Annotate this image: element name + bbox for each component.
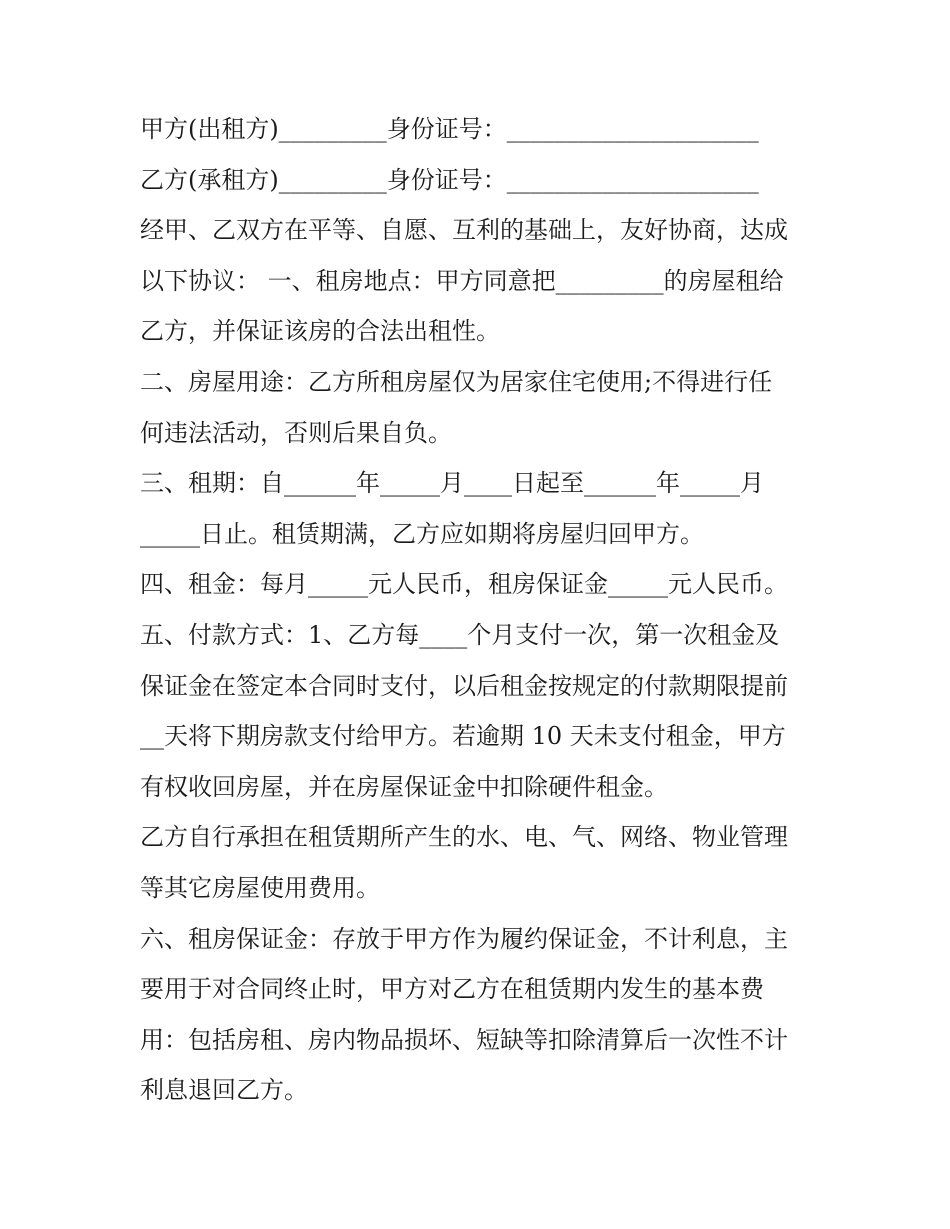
clause-2-usage-cont: 何违法活动，否则后果自负。: [140, 418, 452, 447]
party-a-line: 甲方(出租方)_________身份证号：_____________________: [140, 115, 759, 143]
clause-5-payment-cont-3: 有权收回房屋，并在房屋保证金中扣除硬件租金。: [140, 772, 668, 801]
utilities-cont: 等其它房屋使用费用。: [140, 873, 380, 902]
clause-5-payment-cont-1: 保证金在签定本合同时支付，以后租金按规定的付款期限提前: [140, 671, 788, 700]
clause-5-payment-cont-2: __天将下期房款支付给甲方。若逾期 10 天未支付租金，甲方: [140, 722, 786, 751]
utilities-line: 乙方自行承担在租赁期所产生的水、电、气、网络、物业管理: [140, 823, 788, 852]
clause-6-deposit-cont-3: 利息退回乙方。: [140, 1076, 308, 1105]
clause-6-deposit-cont-1: 要用于对合同终止时，甲方对乙方在租赁期内发生的基本费: [140, 975, 764, 1004]
clause-1-location-line: 以下协议： 一、租房地点：甲方同意把_________的房屋租给: [140, 266, 784, 295]
contract-body: [140, 104, 820, 1116]
clause-3-term-line: 三、租期：自______年_____月____日起至______年_____月: [140, 469, 764, 498]
clause-2-usage-line: 二、房屋用途：乙方所租房屋仅为居家住宅使用;不得进行任: [140, 367, 773, 396]
clause-3-term-cont: _____日止。租赁期满，乙方应如期将房屋归回甲方。: [140, 519, 704, 548]
clause-6-deposit-line: 六、租房保证金：存放于甲方作为履约保证金，不计利息，主: [140, 924, 788, 953]
clause-4-rent-line: 四、租金：每月_____元人民币，租房保证金_____元人民币。: [140, 570, 788, 599]
clause-5-payment-line: 五、付款方式：1、乙方每____个月支付一次，第一次租金及: [140, 620, 780, 649]
party-b-line: 乙方(承租方)_________身份证号：_____________________: [140, 165, 759, 194]
clause-6-deposit-cont-2: 用：包括房租、房内物品损坏、短缺等扣除清算后一次性不计: [140, 1025, 788, 1054]
clause-1-location-cont: 乙方，并保证该房的合法出租性。: [140, 317, 500, 346]
agreement-intro-line: 经甲、乙双方在平等、自愿、互利的基础上，友好协商，达成: [140, 216, 788, 245]
